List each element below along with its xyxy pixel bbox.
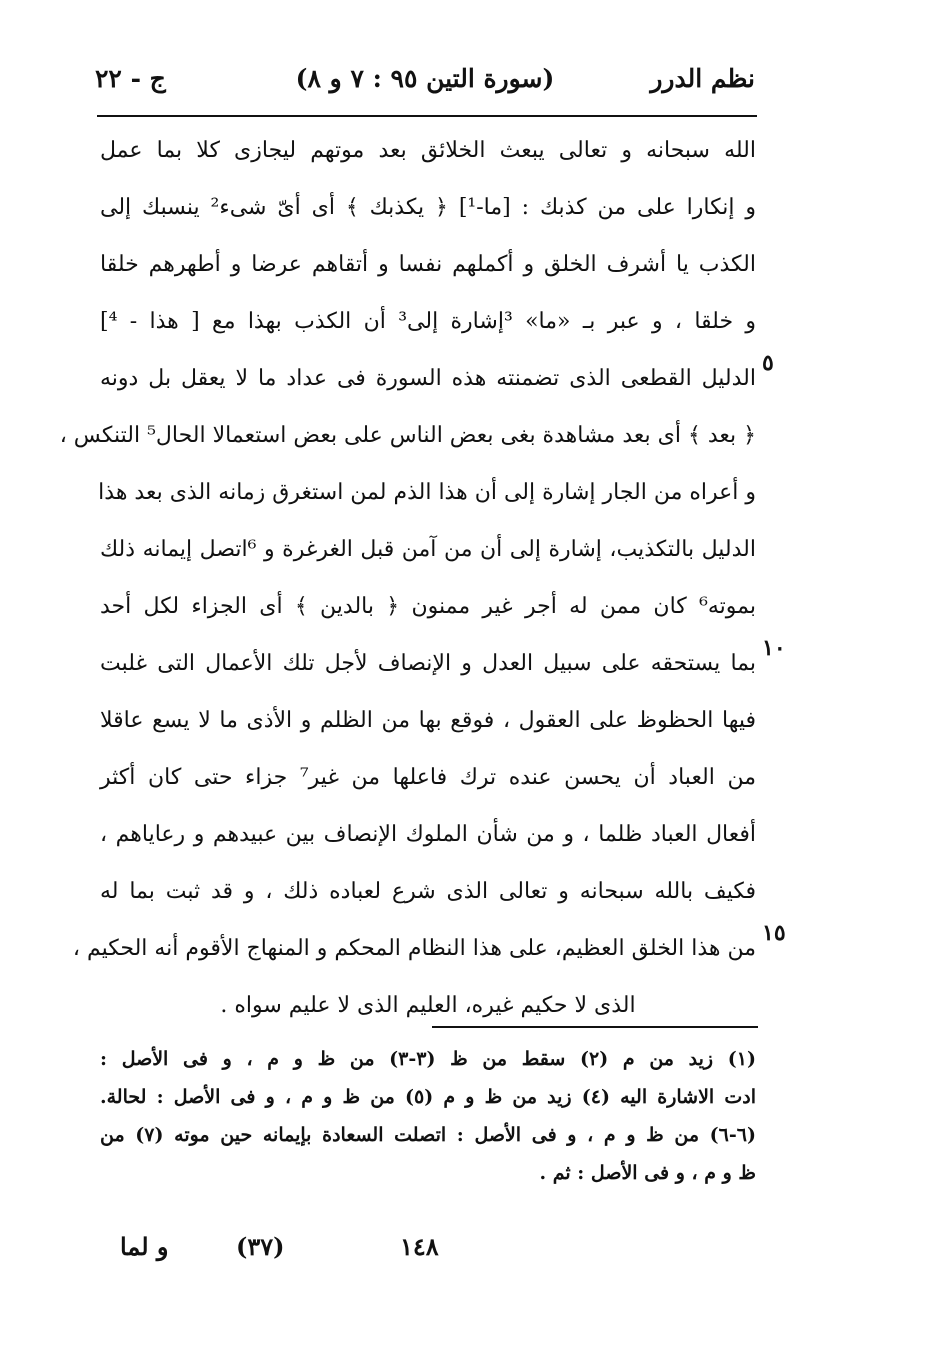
catchword: و لما [120, 1232, 169, 1261]
text-line: فيها الحظوظ على العقول ، فوقع بها من الظلم و الأذى ما لا يسع عاقلا [100, 708, 756, 733]
footnote-line: ادت الاشارة اليه (٤) زيد من ظ و م (٥) من ظ و م ، و فى الأصل : لحالة. [100, 1086, 756, 1108]
text-line: بما يستحقه على سبيل العدل و الإنصاف لأجل تلك الأعمال التى غلبت [100, 651, 756, 676]
text-line: أفعال العباد ظلما ، و من شأن الملوك الإنصاف بين عبيدهم و رعاياهم ، [100, 822, 756, 847]
line-number-15: ١٥ [762, 920, 786, 946]
header-rule [97, 115, 757, 117]
footnote-line: (٦-٦) من ظ و م ، و فى الأصل : اتصلت السعادة بإيمانه حين موته (٧) من [100, 1124, 756, 1146]
footnote-line: ظ و م ، و فى الأصل : ثم . [539, 1162, 756, 1184]
text-line: الدليل القطعى الذى تضمنته هذه السورة فى عداد ما لا يعقل بل دونه [100, 366, 756, 391]
main-text [59, 122, 757, 1034]
text-line: و خلقا ، و عبر بـ «ما» ³إشارة إلى³ أن الكذب بهذا مع [ هذا - ⁴] [100, 309, 756, 334]
original-page-number: (٣٧) [236, 1232, 285, 1261]
text-line: و إنكارا على من كذبك : [ما-¹] ﴿ يكذبك ﴾ أى أىّ شىء² ينسبك إلى [100, 195, 756, 220]
text-line: من العباد أن يحسن عنده ترك فاعلها من غير⁷ جزاء حتى كان أكثر [100, 765, 756, 790]
footnotes [100, 1040, 756, 1192]
text-line: ﴿ بعد ﴾ أى بعد مشاهدة بغى بعض الناس على بعض استعمالا الحال⁵ التنكس ، [59, 423, 756, 448]
footnote-line: (١) زيد من م (٢) سقط من ظ (٣-٣) من ظ و م ، و فى الأصل : [100, 1048, 756, 1070]
line-number-5: ٥ [762, 350, 774, 376]
text-line: الذى لا حكيم غيره، العليم الذى لا عليم سواه . [220, 993, 636, 1018]
part-number: ج - ٢٢ [95, 64, 166, 93]
book-title: نظم الدرر [650, 64, 755, 93]
text-line: بموته⁶ كان ممن له أجر غير ممنون ﴿ بالدين ﴾ أى الجزاء لكل أحد [100, 594, 757, 619]
surah-reference: (سورة التين ٩٥ : ٧ و ٨) [295, 64, 555, 93]
text-line: من هذا الخلق العظيم، على هذا النظام المحكم و المنهاج الأقوم أنه الحكيم ، [72, 936, 756, 961]
text-line: الكذب يا أشرف الخلق و أكملهم نفسا و أتقاهم عرضا و أطهرهم خلقا [100, 252, 756, 277]
text-line: الدليل بالتكذيب، إشارة إلى أن من آمن قبل الغرغرة و ⁶اتصل إيمانه ذلك [100, 537, 756, 562]
text-line: الله سبحانه و تعالى يبعث الخلائق بعد موتهم ليجازى كلا بما عمل [100, 138, 756, 163]
page-number: ١٤٨ [400, 1232, 439, 1261]
line-number-10: ١٠ [762, 635, 786, 661]
text-line: فكيف بالله سبحانه و تعالى الذى شرع لعباده ذلك ، و قد ثبت بما له [100, 879, 756, 904]
footnote-rule [432, 1026, 758, 1028]
running-header [95, 58, 755, 102]
text-line: و أعراه من الجار إشارة إلى أن هذا الذم لمن استغرق زمانه الذى بعد هذا [98, 480, 756, 505]
